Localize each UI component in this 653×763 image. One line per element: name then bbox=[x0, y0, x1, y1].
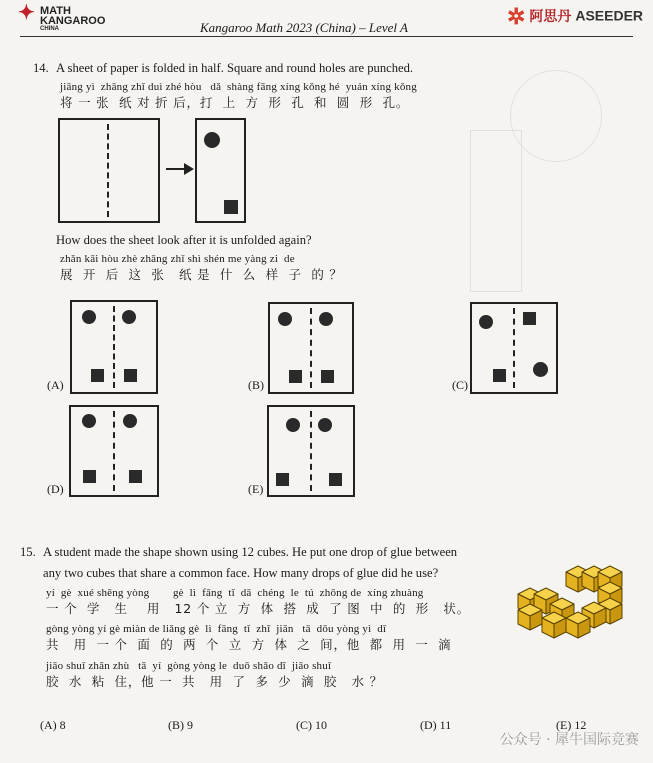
q15-hanzi-2: 共 用 一 个 面 的 两 个 立 方 体 之 间，他 都 用 一 滴 bbox=[46, 637, 452, 652]
q15-pinyin-1: yí gè xué shēng yòng gè lì fāng tǐ dā chéng le tú zhōng de xíng zhuàng bbox=[46, 587, 424, 599]
bleed-through bbox=[440, 60, 630, 320]
q14-pinyin-1: jiāng yì zhāng zhǐ duì zhé hòu dǎ shàng fāng xíng kǒng hé yuán xíng kǒng bbox=[60, 81, 417, 93]
round-hole bbox=[286, 418, 300, 432]
q15-answer-d[interactable]: (D) 11 bbox=[420, 718, 452, 732]
option-d-sheet bbox=[69, 405, 159, 497]
round-hole bbox=[533, 362, 548, 377]
round-hole bbox=[204, 132, 220, 148]
round-hole bbox=[479, 315, 493, 329]
square-hole bbox=[276, 473, 289, 486]
round-hole bbox=[82, 310, 96, 324]
q15-answer-e[interactable]: (E) 12 bbox=[556, 718, 587, 732]
option-d-label[interactable]: (D) bbox=[47, 482, 64, 496]
math-kangaroo-logo: ✦ MATH KANGAROO CHINA bbox=[18, 2, 106, 32]
q14-text: A sheet of paper is folded in half. Square and round holes are punched. bbox=[56, 61, 414, 75]
option-a-label[interactable]: (A) bbox=[47, 378, 64, 392]
square-hole bbox=[329, 473, 342, 486]
square-hole bbox=[321, 370, 334, 383]
option-e-sheet bbox=[267, 405, 355, 497]
q14-hanzi-1: 将 一 张 纸 对 折 后，打 上 方 形 孔 和 圆 形 孔。 bbox=[60, 95, 410, 110]
fold-line bbox=[310, 411, 312, 491]
cube bbox=[542, 612, 566, 638]
q14-pinyin-2: zhǎn kāi hòu zhè zhāng zhǐ shì shén me yàng zi de bbox=[60, 253, 295, 265]
header-divider bbox=[20, 36, 633, 37]
cube-shape-figure bbox=[510, 562, 640, 658]
square-hole bbox=[124, 369, 137, 382]
folded-sheet bbox=[195, 118, 246, 223]
q15-text-1: A student made the shape shown using 12 cubes. He put one drop of glue between bbox=[43, 545, 458, 559]
square-hole bbox=[289, 370, 302, 383]
arrow-right-icon bbox=[184, 163, 194, 175]
page-title: Kangaroo Math 2023 (China) – Level A bbox=[200, 20, 408, 35]
q15-answer-b[interactable]: (B) 9 bbox=[168, 718, 193, 732]
q14-question: How does the sheet look after it is unfolded again? bbox=[56, 233, 312, 247]
q15-hanzi-3: 胶 水 粘 住，他 一 共 用 了 多 少 滴 胶 水 ？ bbox=[46, 674, 383, 689]
fold-line bbox=[113, 411, 115, 491]
aseeder-star-icon: ✲ bbox=[507, 4, 526, 29]
kangaroo-icon: ✦ bbox=[18, 2, 35, 24]
watermark: 公众号 · 犀牛国际竞赛 bbox=[499, 732, 639, 748]
square-hole bbox=[523, 312, 536, 325]
option-e-label[interactable]: (E) bbox=[248, 482, 264, 496]
square-hole bbox=[91, 369, 104, 382]
cube bbox=[566, 612, 590, 638]
fold-line bbox=[113, 306, 115, 388]
fold-line bbox=[310, 308, 312, 388]
q14-hanzi-2: 展 开 后 这 张 纸 是 什 么 样 子 的 ？ bbox=[60, 267, 343, 282]
aseeder-logo: ✲ 阿思丹 ASEEDER bbox=[507, 4, 644, 29]
round-hole bbox=[318, 418, 332, 432]
round-hole bbox=[82, 414, 96, 428]
round-hole bbox=[123, 414, 137, 428]
option-a-sheet bbox=[70, 300, 158, 394]
fold-line bbox=[107, 124, 109, 217]
option-b-sheet bbox=[268, 302, 354, 394]
option-b-label[interactable]: (B) bbox=[248, 378, 264, 392]
q15-pinyin-3: jiāo shuǐ zhān zhù tā yí gòng yòng le duō shǎo dī jiāo shuǐ bbox=[46, 660, 332, 672]
square-hole bbox=[83, 470, 96, 483]
cube bbox=[518, 604, 542, 630]
q15-text-2: any two cubes that share a common face. How many drops of glue did he use? bbox=[43, 566, 439, 580]
q15-answer-c[interactable]: (C) 10 bbox=[296, 718, 327, 732]
q15-number: 15. bbox=[20, 545, 36, 559]
round-hole bbox=[122, 310, 136, 324]
q15-hanzi-1: 一 个 学 生 用 12 个 立 方 体 搭 成 了 图 中 的 形 状。 bbox=[46, 601, 470, 616]
q14-number: 14. bbox=[33, 61, 49, 75]
q15-answer-a[interactable]: (A) 8 bbox=[40, 718, 66, 732]
fold-line bbox=[513, 308, 515, 388]
square-hole bbox=[224, 200, 238, 214]
square-hole bbox=[129, 470, 142, 483]
square-hole bbox=[493, 369, 506, 382]
unfolded-sheet bbox=[58, 118, 160, 223]
option-c-label[interactable]: (C) bbox=[452, 378, 468, 392]
round-hole bbox=[319, 312, 333, 326]
q15-pinyin-2: gòng yòng yí gè miàn de liǎng gè lì fāng tǐ zhī jiān tā dōu yòng yì dī bbox=[46, 623, 387, 635]
option-c-sheet bbox=[470, 302, 558, 394]
round-hole bbox=[278, 312, 292, 326]
